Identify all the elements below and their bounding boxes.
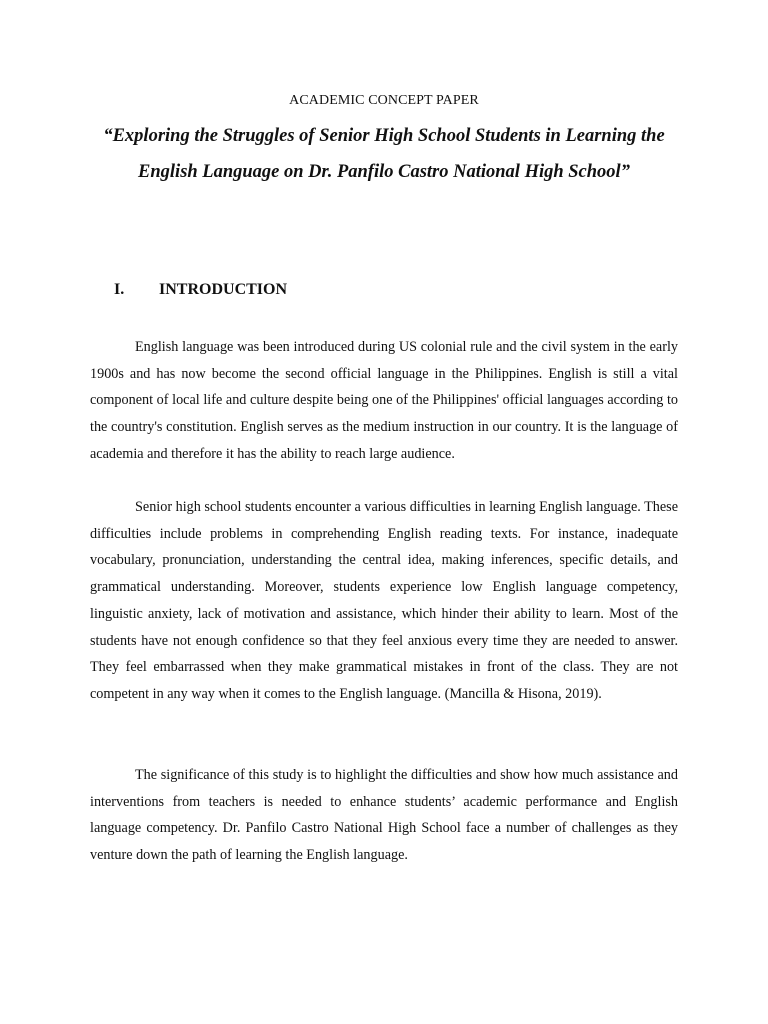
paragraph-2: Senior high school students encounter a various difficulties in learning English language. These difficulties include problems in comprehending English reading texts. For instance, inadequate vocabulary, pronunciation, understanding the central idea, making inferences, specific details, and grammatical understanding. Moreover, students experience low English language competency, linguistic anxiety, lack of motivation and assistance, which hinder their ability to learn. Most of the students have not enough confidence so that they feel anxious every time they are needed to answer. They feel embarrassed when they make grammatical mistakes in front of the class. They are not competent in any way when it comes to the English language. (Mancilla & Hisona, 2019). <box>90 499 678 702</box>
section-heading <box>114 281 287 299</box>
paragraph-1: English language was been introduced during US colonial rule and the civil system in the early 1900s and has now become the second official language in the Philippines. English is still a vital component of local life and culture despite being one of the Philippines' official languages according to the country's constitution. English serves as the medium instruction in our country. It is the language of academia and therefore it has the ability to reach large audience. <box>90 339 678 462</box>
paragraph-3: The significance of this study is to highlight the difficulties and show how much assistance and interventions from teachers is needed to enhance students’ academic performance and English language competency. Dr. Panfilo Castro National High School face a number of challenges as they venture down the path of learning the English language. <box>90 767 678 864</box>
paper-title: “Exploring the Struggles of Senior High School Students in Learning the English Language on Dr. Panfilo Castro National High School” <box>103 126 665 182</box>
section-number: I. <box>114 281 125 298</box>
document-header: ACADEMIC CONCEPT PAPER <box>289 93 479 108</box>
section-title: INTRODUCTION <box>159 281 288 298</box>
